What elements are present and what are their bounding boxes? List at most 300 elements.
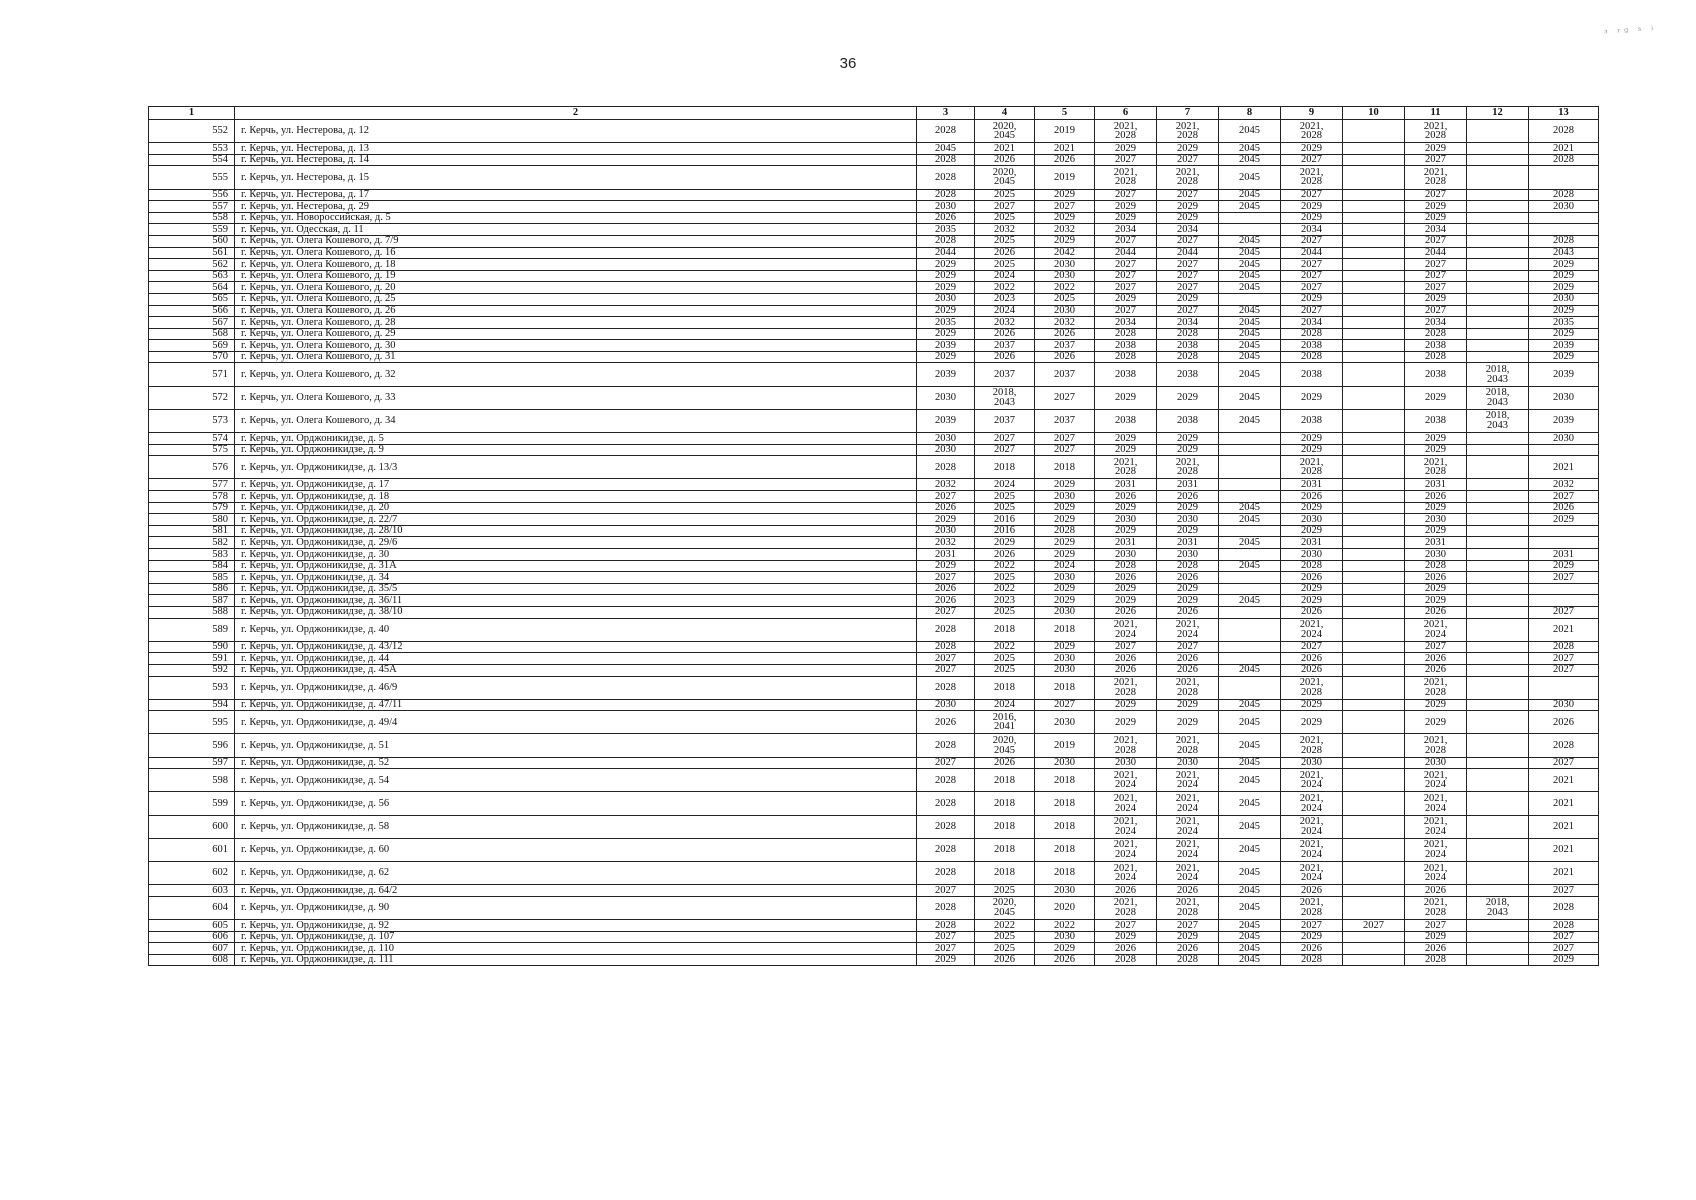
year-cell: 2029 bbox=[1281, 711, 1343, 734]
year-cell: 2030 bbox=[1035, 572, 1095, 584]
year-cell: 2029 bbox=[1281, 433, 1343, 445]
year-cell: 2045 bbox=[1219, 537, 1281, 549]
row-number: 585 bbox=[149, 572, 235, 584]
table-row bbox=[149, 409, 1599, 432]
year-cell: 2022 bbox=[1035, 282, 1095, 294]
year-cell: 2027 bbox=[1281, 282, 1343, 294]
year-cell: 2029 bbox=[1095, 444, 1157, 456]
year-cell bbox=[1467, 340, 1529, 352]
year-cell bbox=[1467, 548, 1529, 560]
year-cell: 2018 bbox=[975, 838, 1035, 861]
year-cell: 2027 bbox=[1529, 931, 1599, 943]
year-cell: 2025 bbox=[975, 235, 1035, 247]
year-cell: 2027 bbox=[1095, 235, 1157, 247]
address-cell: г. Керчь, ул. Олега Кошевого, д. 31 bbox=[235, 351, 917, 363]
year-cell: 2027 bbox=[1157, 305, 1219, 317]
address-cell: г. Керчь, ул. Олега Кошевого, д. 28 bbox=[235, 317, 917, 329]
year-cell: 2045 bbox=[1219, 792, 1281, 815]
year-cell: 2027 bbox=[1529, 606, 1599, 618]
year-cell bbox=[1343, 664, 1405, 676]
table-row bbox=[149, 120, 1599, 143]
year-cell bbox=[1529, 224, 1599, 236]
year-cell bbox=[1343, 896, 1405, 919]
year-cell: 2031 bbox=[1281, 537, 1343, 549]
row-number: 554 bbox=[149, 154, 235, 166]
year-cell: 2030 bbox=[1035, 711, 1095, 734]
year-cell: 2029 bbox=[1095, 525, 1157, 537]
year-cell bbox=[1219, 676, 1281, 699]
year-cell: 2018, 2043 bbox=[1467, 409, 1529, 432]
year-cell bbox=[1467, 583, 1529, 595]
year-cell: 2042 bbox=[1035, 247, 1095, 259]
year-cell: 2024 bbox=[975, 305, 1035, 317]
year-cell bbox=[1529, 166, 1599, 189]
year-cell: 2045 bbox=[1219, 560, 1281, 572]
address-cell: г. Керчь, ул. Орджоникидзе, д. 47/11 bbox=[235, 699, 917, 711]
address-cell: г. Керчь, ул. Орджоникидзе, д. 22/7 bbox=[235, 514, 917, 526]
address-cell: г. Керчь, ул. Олега Кошевого, д. 19 bbox=[235, 270, 917, 282]
year-cell: 2032 bbox=[1035, 224, 1095, 236]
year-cell: 2027 bbox=[1035, 433, 1095, 445]
year-cell: 2030 bbox=[1035, 931, 1095, 943]
year-cell bbox=[1467, 792, 1529, 815]
year-cell: 2038 bbox=[1157, 409, 1219, 432]
year-cell: 2028 bbox=[917, 456, 975, 479]
row-number: 563 bbox=[149, 270, 235, 282]
year-cell: 2028 bbox=[1095, 954, 1157, 966]
table-row bbox=[149, 189, 1599, 201]
column-header: 12 bbox=[1467, 107, 1529, 120]
year-cell bbox=[1343, 189, 1405, 201]
year-cell: 2029 bbox=[1157, 583, 1219, 595]
table-row bbox=[149, 885, 1599, 897]
year-cell: 2027 bbox=[1281, 189, 1343, 201]
year-cell bbox=[1343, 270, 1405, 282]
table-row bbox=[149, 699, 1599, 711]
year-cell: 2026 bbox=[917, 711, 975, 734]
year-cell bbox=[1529, 525, 1599, 537]
year-cell: 2029 bbox=[1405, 711, 1467, 734]
row-number: 606 bbox=[149, 931, 235, 943]
year-cell: 2029 bbox=[1095, 293, 1157, 305]
year-cell: 2026 bbox=[1405, 885, 1467, 897]
year-cell: 2037 bbox=[975, 409, 1035, 432]
year-cell: 2027 bbox=[1157, 282, 1219, 294]
year-cell: 2045 bbox=[1219, 247, 1281, 259]
year-cell: 2024 bbox=[975, 479, 1035, 491]
year-cell: 2045 bbox=[1219, 386, 1281, 409]
year-cell: 2021 bbox=[975, 143, 1035, 155]
year-cell: 2029 bbox=[1035, 943, 1095, 955]
year-cell: 2028 bbox=[917, 862, 975, 885]
year-cell: 2029 bbox=[1405, 502, 1467, 514]
row-number: 602 bbox=[149, 862, 235, 885]
year-cell bbox=[1467, 293, 1529, 305]
row-number: 596 bbox=[149, 734, 235, 757]
year-cell: 2026 bbox=[1405, 606, 1467, 618]
year-cell: 2028 bbox=[1405, 328, 1467, 340]
row-number: 608 bbox=[149, 954, 235, 966]
row-number: 567 bbox=[149, 317, 235, 329]
year-cell bbox=[1343, 491, 1405, 503]
year-cell: 2028 bbox=[917, 676, 975, 699]
year-cell: 2029 bbox=[1035, 641, 1095, 653]
year-cell: 2021, 2028 bbox=[1405, 166, 1467, 189]
year-cell: 2038 bbox=[1157, 340, 1219, 352]
table-row bbox=[149, 328, 1599, 340]
year-cell bbox=[1467, 572, 1529, 584]
year-cell bbox=[1343, 595, 1405, 607]
year-cell bbox=[1467, 456, 1529, 479]
address-cell: г. Керчь, ул. Орджоникидзе, д. 107 bbox=[235, 931, 917, 943]
year-cell: 2029 bbox=[1157, 386, 1219, 409]
year-cell bbox=[1343, 247, 1405, 259]
table-row bbox=[149, 815, 1599, 838]
year-cell: 2021, 2024 bbox=[1281, 618, 1343, 641]
row-number: 590 bbox=[149, 641, 235, 653]
year-cell: 2044 bbox=[1281, 247, 1343, 259]
year-cell: 2018 bbox=[975, 862, 1035, 885]
year-cell: 2030 bbox=[1035, 491, 1095, 503]
table-row bbox=[149, 943, 1599, 955]
year-cell bbox=[1219, 212, 1281, 224]
row-number: 570 bbox=[149, 351, 235, 363]
table-row bbox=[149, 896, 1599, 919]
year-cell: 2020, 2045 bbox=[975, 896, 1035, 919]
year-cell: 2029 bbox=[1035, 479, 1095, 491]
year-cell: 2044 bbox=[1095, 247, 1157, 259]
table-row bbox=[149, 676, 1599, 699]
year-cell: 2018 bbox=[1035, 618, 1095, 641]
year-cell: 2025 bbox=[975, 259, 1035, 271]
row-number: 573 bbox=[149, 409, 235, 432]
year-cell: 2021, 2028 bbox=[1405, 676, 1467, 699]
year-cell: 2029 bbox=[1157, 293, 1219, 305]
year-cell: 2045 bbox=[1219, 734, 1281, 757]
table-row bbox=[149, 351, 1599, 363]
year-cell bbox=[1467, 154, 1529, 166]
year-cell: 2029 bbox=[917, 560, 975, 572]
year-cell bbox=[1219, 456, 1281, 479]
year-cell: 2026 bbox=[1095, 491, 1157, 503]
year-cell: 2029 bbox=[1157, 502, 1219, 514]
year-cell: 2031 bbox=[1095, 537, 1157, 549]
year-cell: 2031 bbox=[1405, 537, 1467, 549]
year-cell: 2045 bbox=[1219, 699, 1281, 711]
year-cell bbox=[1343, 456, 1405, 479]
year-cell bbox=[1343, 676, 1405, 699]
year-cell: 2045 bbox=[1219, 943, 1281, 955]
year-cell: 2028 bbox=[1529, 919, 1599, 931]
year-cell: 2026 bbox=[1529, 711, 1599, 734]
year-cell bbox=[1467, 606, 1529, 618]
year-cell: 2027 bbox=[1405, 270, 1467, 282]
year-cell bbox=[1343, 711, 1405, 734]
address-cell: г. Керчь, ул. Орджоникидзе, д. 90 bbox=[235, 896, 917, 919]
address-cell: г. Керчь, ул. Орджоникидзе, д. 31А bbox=[235, 560, 917, 572]
year-cell: 2030 bbox=[1095, 757, 1157, 769]
year-cell: 2027 bbox=[1035, 201, 1095, 213]
row-number: 577 bbox=[149, 479, 235, 491]
year-cell: 2027 bbox=[1095, 154, 1157, 166]
year-cell: 2021, 2028 bbox=[1157, 456, 1219, 479]
year-cell bbox=[1343, 363, 1405, 386]
year-cell bbox=[1467, 143, 1529, 155]
year-cell: 2030 bbox=[917, 293, 975, 305]
year-cell: 2025 bbox=[975, 572, 1035, 584]
year-cell: 2021, 2024 bbox=[1157, 769, 1219, 792]
margin-mark: ᵌ ʳᵍ ˢ ⁱ bbox=[1603, 23, 1657, 40]
table-row bbox=[149, 769, 1599, 792]
year-cell: 2021, 2028 bbox=[1095, 166, 1157, 189]
year-cell: 2026 bbox=[917, 502, 975, 514]
year-cell: 2030 bbox=[1157, 757, 1219, 769]
year-cell bbox=[1467, 954, 1529, 966]
year-cell: 2016 bbox=[975, 514, 1035, 526]
year-cell bbox=[1343, 560, 1405, 572]
year-cell: 2029 bbox=[1405, 386, 1467, 409]
year-cell: 2028 bbox=[917, 235, 975, 247]
row-number: 559 bbox=[149, 224, 235, 236]
year-cell: 2026 bbox=[1095, 572, 1157, 584]
row-number: 579 bbox=[149, 502, 235, 514]
address-cell: г. Керчь, ул. Орджоникидзе, д. 60 bbox=[235, 838, 917, 861]
year-cell: 2029 bbox=[1035, 502, 1095, 514]
year-cell: 2027 bbox=[1529, 757, 1599, 769]
column-header: 11 bbox=[1405, 107, 1467, 120]
row-number: 583 bbox=[149, 548, 235, 560]
year-cell bbox=[1467, 931, 1529, 943]
year-cell: 2021, 2028 bbox=[1405, 120, 1467, 143]
year-cell bbox=[1343, 143, 1405, 155]
year-cell: 2019 bbox=[1035, 120, 1095, 143]
year-cell bbox=[1343, 815, 1405, 838]
year-cell bbox=[1343, 235, 1405, 247]
year-cell: 2027 bbox=[1035, 444, 1095, 456]
year-cell: 2027 bbox=[917, 653, 975, 665]
year-cell: 2029 bbox=[917, 270, 975, 282]
address-cell: г. Керчь, ул. Олега Кошевого, д. 25 bbox=[235, 293, 917, 305]
year-cell: 2031 bbox=[1095, 479, 1157, 491]
year-cell: 2029 bbox=[1095, 699, 1157, 711]
row-number: 560 bbox=[149, 235, 235, 247]
year-cell bbox=[1467, 166, 1529, 189]
year-cell: 2034 bbox=[1405, 224, 1467, 236]
year-cell: 2029 bbox=[1529, 270, 1599, 282]
year-cell: 2021, 2028 bbox=[1281, 166, 1343, 189]
year-cell: 2030 bbox=[1529, 386, 1599, 409]
year-cell: 2026 bbox=[1281, 943, 1343, 955]
year-cell: 2030 bbox=[1035, 305, 1095, 317]
year-cell bbox=[1467, 653, 1529, 665]
year-cell: 2028 bbox=[1157, 954, 1219, 966]
year-cell: 2018 bbox=[975, 456, 1035, 479]
year-cell: 2029 bbox=[1095, 143, 1157, 155]
year-cell: 2045 bbox=[1219, 235, 1281, 247]
year-cell: 2038 bbox=[1281, 340, 1343, 352]
year-cell: 2045 bbox=[1219, 189, 1281, 201]
year-cell: 2043 bbox=[1529, 247, 1599, 259]
year-cell: 2029 bbox=[1281, 201, 1343, 213]
year-cell: 2029 bbox=[1095, 212, 1157, 224]
year-cell bbox=[1219, 606, 1281, 618]
year-cell: 2021, 2028 bbox=[1095, 896, 1157, 919]
year-cell bbox=[1467, 201, 1529, 213]
year-cell: 2028 bbox=[1095, 560, 1157, 572]
year-cell: 2028 bbox=[1529, 734, 1599, 757]
table-row bbox=[149, 757, 1599, 769]
row-number: 592 bbox=[149, 664, 235, 676]
year-cell: 2029 bbox=[1281, 444, 1343, 456]
year-cell: 2021 bbox=[1529, 838, 1599, 861]
year-cell: 2032 bbox=[975, 317, 1035, 329]
year-cell: 2045 bbox=[1219, 363, 1281, 386]
year-cell: 2021, 2028 bbox=[1405, 896, 1467, 919]
year-cell bbox=[1343, 954, 1405, 966]
year-cell bbox=[1467, 328, 1529, 340]
year-cell bbox=[1467, 212, 1529, 224]
year-cell: 2045 bbox=[1219, 154, 1281, 166]
year-cell bbox=[1343, 479, 1405, 491]
year-cell: 2038 bbox=[1405, 340, 1467, 352]
year-cell: 2029 bbox=[1281, 525, 1343, 537]
table-row bbox=[149, 595, 1599, 607]
year-cell: 2028 bbox=[1405, 954, 1467, 966]
table-row bbox=[149, 444, 1599, 456]
year-cell: 2029 bbox=[1405, 293, 1467, 305]
year-cell: 2027 bbox=[917, 572, 975, 584]
year-cell: 2028 bbox=[1281, 328, 1343, 340]
year-cell: 2029 bbox=[1095, 386, 1157, 409]
year-cell bbox=[1467, 259, 1529, 271]
year-cell: 2023 bbox=[975, 595, 1035, 607]
year-cell bbox=[1343, 514, 1405, 526]
table-row bbox=[149, 618, 1599, 641]
year-cell: 2021, 2028 bbox=[1281, 734, 1343, 757]
year-cell: 2027 bbox=[1405, 305, 1467, 317]
row-number: 575 bbox=[149, 444, 235, 456]
address-cell: г. Керчь, ул. Орджоникидзе, д. 44 bbox=[235, 653, 917, 665]
year-cell bbox=[1343, 548, 1405, 560]
year-cell: 2021, 2028 bbox=[1405, 734, 1467, 757]
address-cell: г. Керчь, ул. Олега Кошевого, д. 33 bbox=[235, 386, 917, 409]
year-cell bbox=[1343, 259, 1405, 271]
year-cell bbox=[1219, 525, 1281, 537]
row-number: 584 bbox=[149, 560, 235, 572]
year-cell: 2027 bbox=[1529, 572, 1599, 584]
address-cell: г. Керчь, ул. Орджоникидзе, д. 54 bbox=[235, 769, 917, 792]
year-cell: 2045 bbox=[1219, 896, 1281, 919]
year-cell: 2044 bbox=[1157, 247, 1219, 259]
year-cell bbox=[1467, 525, 1529, 537]
year-cell: 2021, 2024 bbox=[1157, 792, 1219, 815]
address-cell: г. Керчь, ул. Орджоникидзе, д. 18 bbox=[235, 491, 917, 503]
year-cell bbox=[1467, 491, 1529, 503]
year-cell: 2027 bbox=[1281, 235, 1343, 247]
year-cell: 2039 bbox=[917, 363, 975, 386]
row-number: 568 bbox=[149, 328, 235, 340]
table-row bbox=[149, 734, 1599, 757]
year-cell: 2027 bbox=[1095, 282, 1157, 294]
year-cell: 2029 bbox=[1157, 525, 1219, 537]
year-cell bbox=[1467, 305, 1529, 317]
year-cell: 2028 bbox=[1529, 154, 1599, 166]
year-cell: 2021, 2028 bbox=[1281, 120, 1343, 143]
year-cell bbox=[1343, 885, 1405, 897]
year-cell: 2045 bbox=[1219, 711, 1281, 734]
year-cell: 2029 bbox=[1281, 212, 1343, 224]
year-cell: 2029 bbox=[1095, 711, 1157, 734]
address-cell: г. Керчь, ул. Одесская, д. 11 bbox=[235, 224, 917, 236]
year-cell: 2028 bbox=[917, 154, 975, 166]
year-cell: 2026 bbox=[917, 595, 975, 607]
year-cell: 2027 bbox=[1157, 235, 1219, 247]
year-cell: 2037 bbox=[975, 340, 1035, 352]
year-cell: 2032 bbox=[917, 479, 975, 491]
year-cell: 2021 bbox=[1529, 769, 1599, 792]
column-header: 8 bbox=[1219, 107, 1281, 120]
year-cell: 2025 bbox=[975, 212, 1035, 224]
year-cell bbox=[1343, 653, 1405, 665]
header-row bbox=[149, 107, 1599, 120]
address-cell: г. Керчь, ул. Орджоникидзе, д. 40 bbox=[235, 618, 917, 641]
year-cell: 2026 bbox=[1281, 664, 1343, 676]
year-cell bbox=[1467, 317, 1529, 329]
year-cell: 2022 bbox=[975, 282, 1035, 294]
year-cell: 2022 bbox=[975, 583, 1035, 595]
year-cell bbox=[1467, 919, 1529, 931]
year-cell: 2029 bbox=[1405, 699, 1467, 711]
address-cell: г. Керчь, ул. Нестерова, д. 14 bbox=[235, 154, 917, 166]
year-cell: 2029 bbox=[1405, 433, 1467, 445]
year-cell: 2044 bbox=[917, 247, 975, 259]
year-cell bbox=[1219, 548, 1281, 560]
year-cell bbox=[1343, 792, 1405, 815]
year-cell bbox=[1467, 641, 1529, 653]
year-cell: 2027 bbox=[917, 885, 975, 897]
year-cell: 2030 bbox=[1157, 548, 1219, 560]
year-cell: 2038 bbox=[1405, 363, 1467, 386]
year-cell: 2030 bbox=[1035, 606, 1095, 618]
year-cell: 2029 bbox=[1035, 548, 1095, 560]
year-cell: 2021, 2024 bbox=[1281, 769, 1343, 792]
year-cell bbox=[1467, 479, 1529, 491]
year-cell bbox=[1343, 166, 1405, 189]
year-cell: 2034 bbox=[1095, 317, 1157, 329]
row-number: 582 bbox=[149, 537, 235, 549]
year-cell: 2029 bbox=[1035, 189, 1095, 201]
year-cell: 2029 bbox=[1157, 433, 1219, 445]
table-row bbox=[149, 363, 1599, 386]
year-cell: 2027 bbox=[1157, 154, 1219, 166]
year-cell: 2026 bbox=[917, 583, 975, 595]
year-cell: 2018 bbox=[1035, 815, 1095, 838]
year-cell bbox=[1467, 189, 1529, 201]
address-cell: г. Керчь, ул. Орджоникидзе, д. 17 bbox=[235, 479, 917, 491]
year-cell: 2030 bbox=[917, 444, 975, 456]
year-cell: 2029 bbox=[1281, 293, 1343, 305]
year-cell: 2029 bbox=[1095, 595, 1157, 607]
year-cell: 2045 bbox=[1219, 815, 1281, 838]
address-cell: г. Керчь, ул. Орджоникидзе, д. 49/4 bbox=[235, 711, 917, 734]
year-cell: 2026 bbox=[975, 954, 1035, 966]
year-cell: 2029 bbox=[975, 537, 1035, 549]
year-cell: 2030 bbox=[917, 433, 975, 445]
year-cell: 2029 bbox=[1529, 328, 1599, 340]
row-number: 598 bbox=[149, 769, 235, 792]
year-cell: 2027 bbox=[917, 943, 975, 955]
year-cell bbox=[1343, 583, 1405, 595]
